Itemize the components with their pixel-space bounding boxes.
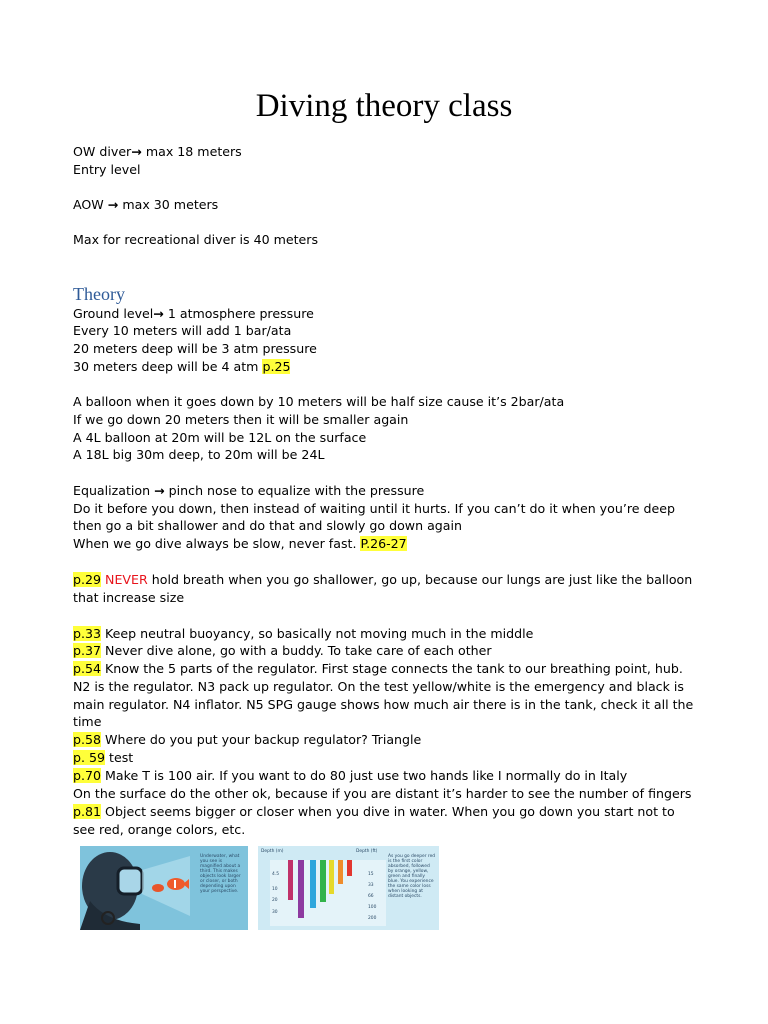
p58-line <box>73 731 713 749</box>
equalization-line-4 <box>73 535 713 553</box>
p29-line-2: that increase size <box>73 590 185 605</box>
ow-diver-line <box>73 143 713 161</box>
regulator-line-1: N2 is the regulator. N3 pack up regulator. On the test yellow/white is the emergency and black is <box>73 679 684 694</box>
every-10-line: Every 10 meters will add 1 bar/ata <box>73 323 292 338</box>
balloon-line-4: A 18L big 30m deep, to 20m will be 24L <box>73 447 325 462</box>
20m-line: 20 meters deep will be 3 atm pressure <box>73 341 317 356</box>
page-ref-highlight: p.70 <box>73 768 102 783</box>
balloon-line-1: A balloon when it goes down by 10 meters will be half size cause it’s 2bar/ata <box>73 394 565 409</box>
left-tick: 10 <box>272 887 278 892</box>
max-recreational-line: Max for recreational diver is 40 meters <box>73 232 319 247</box>
left-tick: 4.5 <box>272 872 279 877</box>
page-ref-highlight: p.29 <box>73 572 102 587</box>
p70-text: Make T is 100 air. If you want to do 80 just use two hands like I normally do in Italy <box>101 768 628 783</box>
p59-text: test <box>105 750 134 765</box>
color-absorption-chart <box>258 846 439 930</box>
eq4-text: When we go dive always be slow, never fast. <box>73 536 361 551</box>
30m-line <box>73 358 713 376</box>
p54-line <box>73 660 713 678</box>
ground-level-line <box>73 305 713 323</box>
arrow-icon: → <box>107 197 119 212</box>
page-ref-highlight: p.25 <box>262 359 291 374</box>
figure2-caption: As you go deeper red is the first color absorbed, followed by orange, yellow, green and finally blue. You experience the same color loss when looking at distant objects. <box>388 854 436 899</box>
ow-prefix: OW diver <box>73 144 132 159</box>
p33-line <box>73 625 713 643</box>
page-ref-highlight: P.26-27 <box>360 536 407 551</box>
equalization-line-2: Do it before you down, then instead of waiting until it hurts. If you can’t do it when you’re deep <box>73 501 675 516</box>
regulator-line-2: main regulator. N4 inflator. N5 SPG gauge shows how much air there is in the tank, check it all the <box>73 697 694 712</box>
p37-line <box>73 642 713 660</box>
right-tick: 100 <box>368 905 377 910</box>
surface-line: On the surface do the other ok, because if you are distant it’s harder to see the number of fingers <box>73 786 692 801</box>
aow-prefix: AOW <box>73 197 108 212</box>
right-tick: 33 <box>368 883 374 888</box>
left-axis-label: Depth (m) <box>261 849 284 854</box>
ow-suffix: max 18 meters <box>145 144 242 159</box>
page-ref-highlight: p.33 <box>73 626 102 641</box>
right-tick: 66 <box>368 894 374 899</box>
arrow-icon: → <box>154 483 165 498</box>
right-tick: 200 <box>368 916 377 921</box>
p29-text: hold breath when you go shallower, go up, because our lungs are just like the balloon <box>147 572 693 587</box>
page-ref-highlight: p. 59 <box>73 750 106 765</box>
figure1-caption: Underwater, what you see is magnified about a third. This makes objects look larger or closer, or both depending upon your perspective. <box>200 854 241 894</box>
aow-suffix: max 30 meters <box>118 197 219 212</box>
eq-suffix: pinch nose to equalize with the pressure <box>164 483 425 498</box>
balloon-line-3: A 4L balloon at 20m will be 12L on the surface <box>73 430 367 445</box>
30m-text: 30 meters deep will be 4 atm <box>73 359 263 374</box>
page-ref-highlight: p.37 <box>73 643 102 658</box>
p81-line <box>73 803 713 821</box>
page-ref-highlight: p.54 <box>73 661 102 676</box>
arrow-icon: → <box>153 306 164 321</box>
left-tick: 30 <box>272 910 278 915</box>
page-ref-highlight: p.58 <box>73 732 102 747</box>
p81-line-2: see red, orange colors, etc. <box>73 822 246 837</box>
entry-level-line: Entry level <box>73 162 141 177</box>
theory-heading: Theory <box>73 284 125 304</box>
page-title: Diving theory class <box>255 88 513 124</box>
p70-line <box>73 767 713 785</box>
p58-text: Where do you put your backup regulator? Triangle <box>101 732 422 747</box>
right-tick: 15 <box>368 872 374 877</box>
arrow-icon: → <box>131 144 142 159</box>
p59-line <box>73 749 713 767</box>
p81-text: Object seems bigger or closer when you dive in water. When you go down you start not to <box>101 804 675 819</box>
page-ref-highlight: p.81 <box>73 804 102 819</box>
p37-text: Never dive alone, go with a buddy. To take care of each other <box>101 643 492 658</box>
p33-text: Keep neutral buoyancy, so basically not moving much in the middle <box>101 626 534 641</box>
ground-prefix: Ground level <box>73 306 154 321</box>
aow-line <box>73 196 713 214</box>
right-axis-label: Depth (ft) <box>356 849 378 854</box>
p54-text: Know the 5 parts of the regulator. First stage connects the tank to our breathing point, hub. <box>101 661 683 676</box>
equalization-line-3: then go a bit shallower and do that and slowly go down again <box>73 518 462 533</box>
p29-line <box>73 571 713 589</box>
magnification-illustration <box>80 846 248 930</box>
never-warning: NEVER <box>105 572 148 587</box>
regulator-line-3: time <box>73 714 102 729</box>
balloon-line-2: If we go down 20 meters then it will be smaller again <box>73 412 409 427</box>
left-tick: 20 <box>272 898 278 903</box>
ground-suffix: 1 atmosphere pressure <box>167 306 314 321</box>
eq-prefix: Equalization <box>73 483 155 498</box>
equalization-line <box>73 482 713 500</box>
